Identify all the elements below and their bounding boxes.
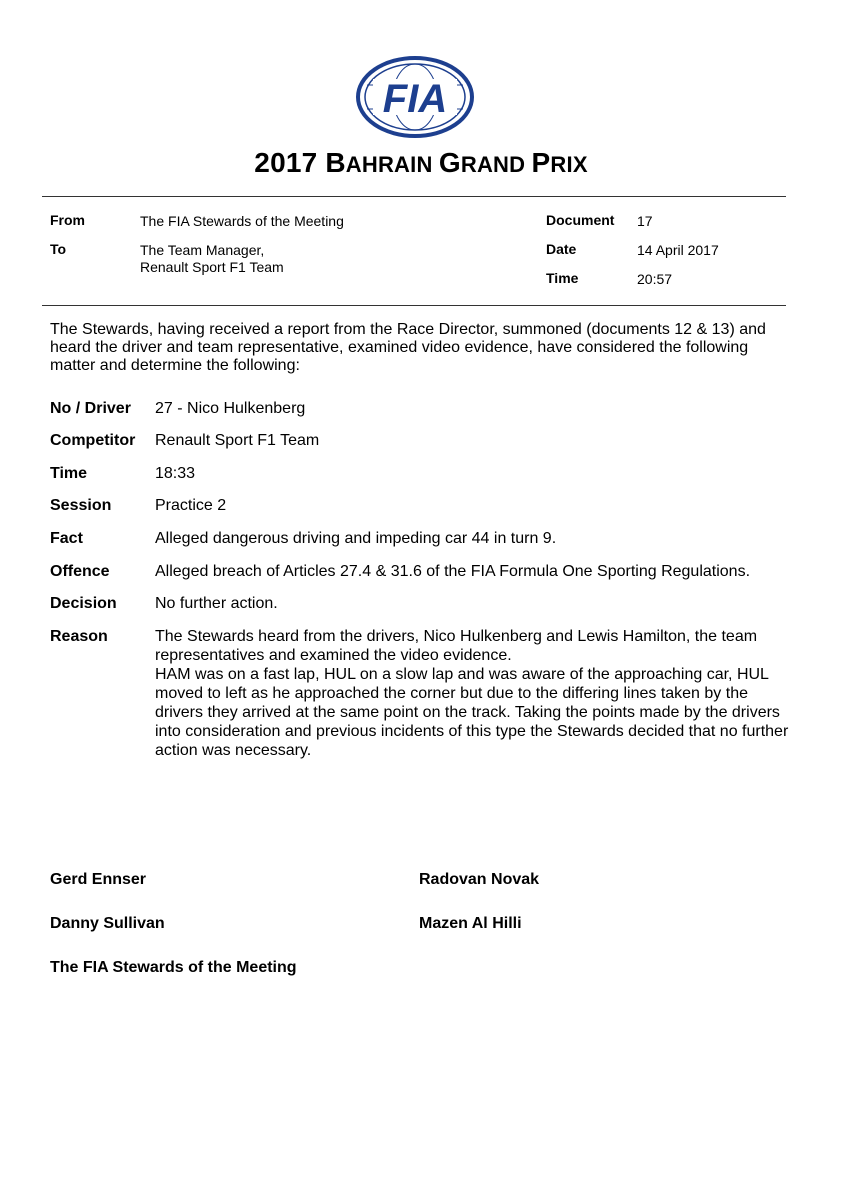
- fia-logo: [355, 55, 475, 139]
- document-label: Document: [546, 212, 615, 228]
- from-value: The FIA Stewards of the Meeting: [140, 213, 344, 229]
- steward-signature-1: Gerd Ennser: [50, 871, 147, 888]
- date-label: Date: [546, 241, 577, 257]
- time-value: 20:57: [637, 271, 673, 287]
- offence-value: Alleged breach of Articles 27.4 & 31.6 of the FIA Formula One Sporting Regulations.: [155, 563, 751, 580]
- date-value: 14 April 2017: [637, 242, 719, 258]
- stewards-footer: The FIA Stewards of the Meeting: [50, 959, 297, 976]
- decision-label: Decision: [50, 595, 117, 612]
- fact-value: Alleged dangerous driving and impeding car 44 in turn 9.: [155, 530, 557, 547]
- intro-paragraph: The Stewards, having received a report from the Race Director, summoned (documents 12 & 13) and heard the driver and team representative, examined video evidence, have considered the following matter and determine the following:: [50, 321, 766, 374]
- competitor-label: Competitor: [50, 432, 136, 449]
- reason-paragraph-2: HAM was on a fast lap, HUL on a slow lap and was aware of the approaching car, HUL moved to left as he approached the corner but due to the differing lines taken by the drivers they arrived at the same point on the track. Taking the points made by the drivers into consideration and previous incidents of this type the Stewards decided that no further action was necessary.: [155, 666, 789, 759]
- steward-signature-4: Mazen Al Hilli: [419, 915, 522, 932]
- steward-signature-3: Danny Sullivan: [50, 915, 165, 932]
- reason-value: [155, 627, 795, 760]
- logo-text: FIA: [382, 77, 448, 121]
- session-value: Practice 2: [155, 497, 227, 514]
- steward-signature-2: Radovan Novak: [419, 871, 540, 888]
- competitor-value: Renault Sport F1 Team: [155, 432, 320, 449]
- from-label: From: [50, 212, 85, 228]
- reason-paragraph-1: The Stewards heard from the drivers, Nico Hulkenberg and Lewis Hamilton, the team representatives and examined the video evidence.: [155, 628, 758, 664]
- to-value: The Team Manager, Renault Sport F1 Team: [140, 242, 284, 275]
- top-divider: [42, 196, 786, 197]
- driver-label: No / Driver: [50, 400, 131, 417]
- header-divider: [42, 305, 786, 306]
- reason-label: Reason: [50, 628, 108, 645]
- driver-value: 27 - Nico Hulkenberg: [155, 400, 306, 417]
- document-value: 17: [637, 213, 653, 229]
- offence-label: Offence: [50, 563, 110, 580]
- incident-time-label: Time: [50, 465, 88, 482]
- time-label: Time: [546, 270, 579, 286]
- fact-label: Fact: [50, 530, 83, 547]
- decision-value: No further action.: [155, 595, 278, 612]
- incident-time-value: 18:33: [155, 465, 196, 482]
- to-label: To: [50, 241, 67, 257]
- document-title: 2017 BAHRAIN GRAND PRIX: [254, 147, 588, 178]
- session-label: Session: [50, 497, 112, 514]
